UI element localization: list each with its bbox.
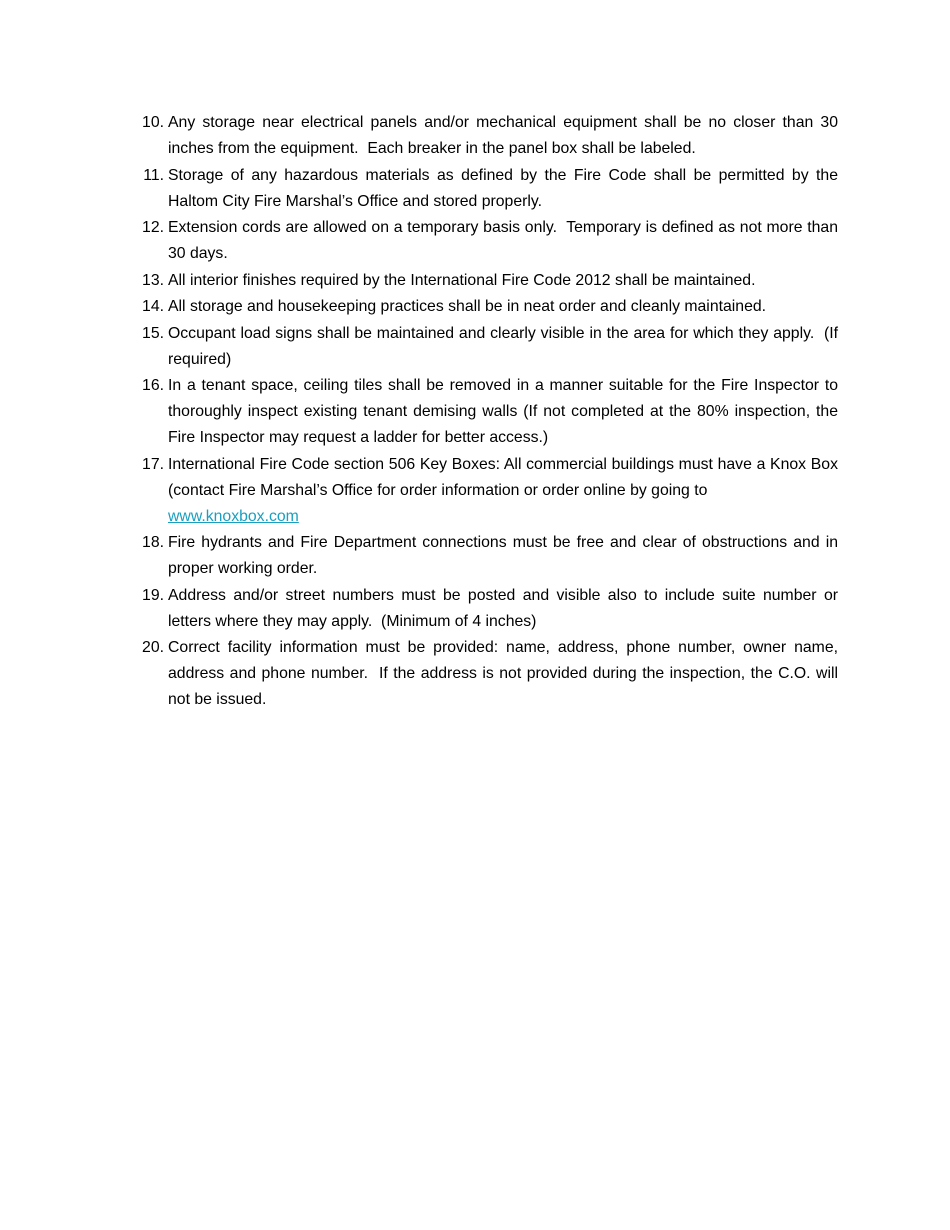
item-number: 12. [142, 219, 164, 236]
item-number: 18. [142, 534, 164, 551]
item-text: Storage of any hazardous materials as defined by the Fire Code shall be permitted by the Haltom City Fire Marshal’s Office and stored properly. [168, 166, 838, 210]
item-text: All interior finishes required by the International Fire Code 2012 shall be maintained. [168, 271, 756, 289]
list-item [130, 583, 838, 635]
item-text: All storage and housekeeping practices shall be in neat order and cleanly maintained. [168, 298, 767, 315]
item-number: 11. [143, 166, 164, 184]
item-text: Address and/or street numbers must be posted and visible also to include suite number or letters where they may apply. (Minimum of 4 inches) [168, 586, 838, 630]
list-item [130, 163, 838, 215]
item-number: 17. [142, 455, 164, 473]
item-number: 13. [142, 271, 164, 289]
list-item [130, 373, 838, 451]
item-text: International Fire Code section 506 Key Boxes: All commercial buildings must have a Knox Box (contact Fire Marshal’s Office for order information or order online by going to [168, 455, 838, 499]
item-text: In a tenant space, ceiling tiles shall be removed in a manner suitable for the Fire Inspector to thoroughly inspect existing tenant demising walls (If not completed at the 80% inspection, the Fire Inspector may request a ladder for better access.) [168, 377, 838, 446]
item-number: 16. [142, 377, 164, 394]
item-number: 19. [142, 586, 164, 604]
list-item [130, 268, 838, 294]
list-item [130, 294, 838, 320]
item-text: Any storage near electrical panels and/or mechanical equipment shall be no closer than 30 inches from the equipment. Each breaker in the panel box shall be labeled. [168, 114, 838, 157]
item-text: Correct facility information must be provided: name, address, phone number, owner name, address and phone number. If the address is not provided during the inspection, the C.O. will not be issued. [168, 639, 838, 708]
requirements-list [130, 110, 838, 714]
list-item [130, 530, 838, 582]
list-item [130, 215, 838, 267]
knoxbox-link[interactable]: www.knoxbox.com [168, 507, 299, 525]
item-text: Occupant load signs shall be maintained and clearly visible in the area for which they apply. (If required) [168, 324, 838, 368]
list-item [130, 321, 838, 373]
list-item [130, 110, 838, 162]
item-text: Extension cords are allowed on a temporary basis only. Temporary is defined as not more than 30 days. [168, 219, 838, 262]
item-number: 15. [142, 324, 164, 342]
item-number: 14. [142, 298, 164, 315]
item-number: 20. [142, 639, 164, 656]
item-text: Fire hydrants and Fire Department connections must be free and clear of obstructions and in proper working order. [168, 534, 838, 577]
item-number: 10. [142, 114, 164, 131]
list-item [130, 635, 838, 713]
list-item [130, 452, 838, 530]
